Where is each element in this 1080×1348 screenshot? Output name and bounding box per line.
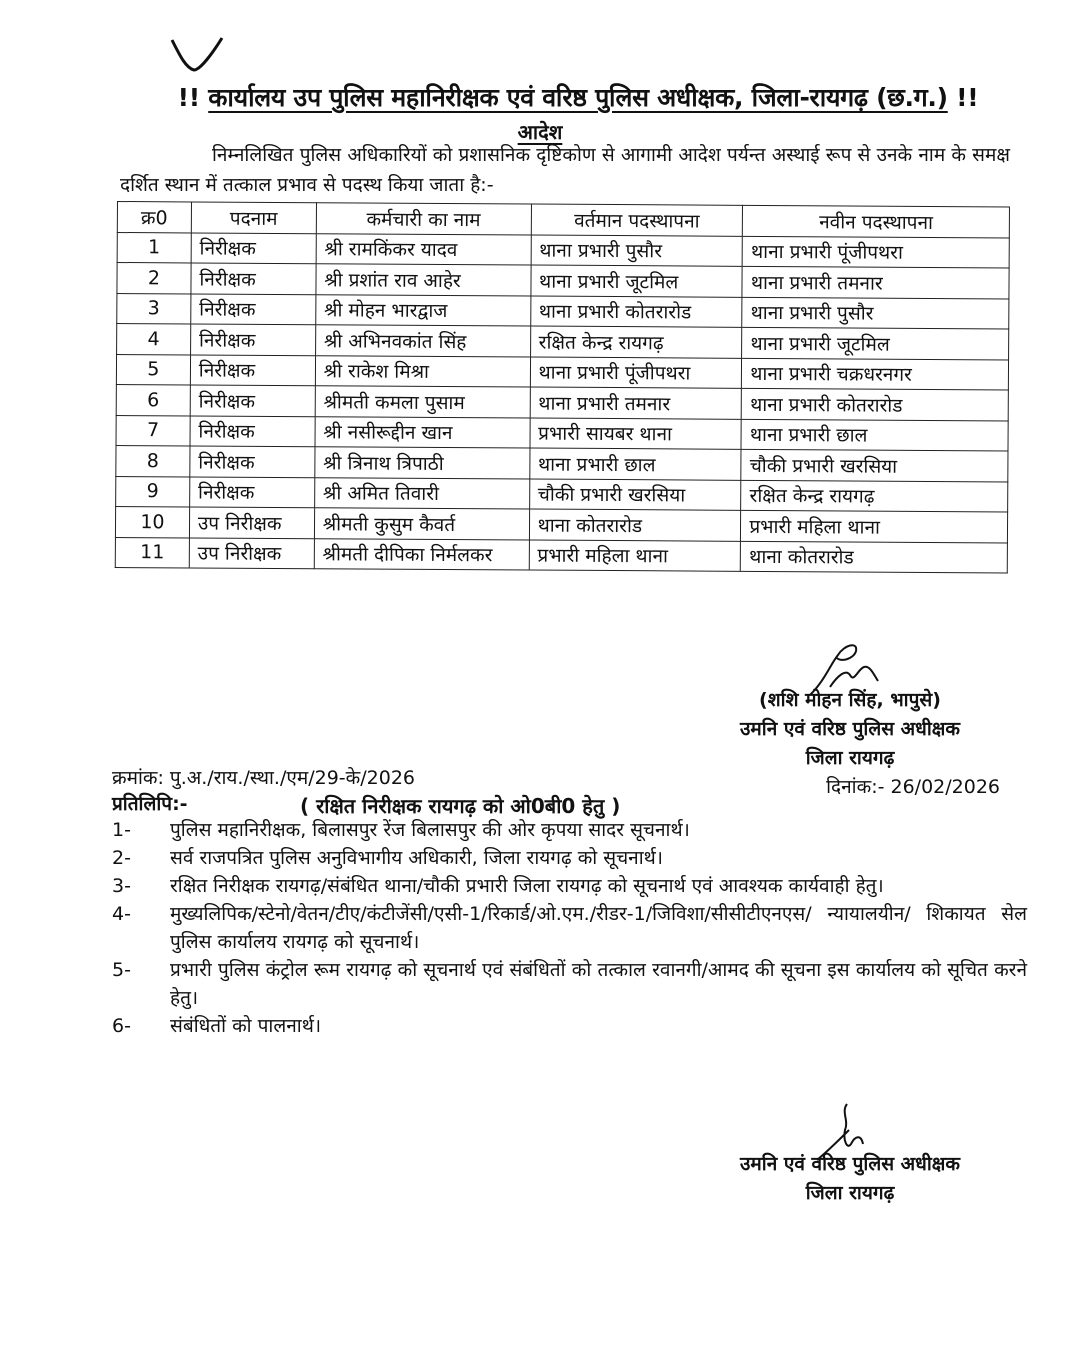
- employee-name-cell: श्रीमती दीपिका निर्मलकर: [314, 538, 529, 570]
- employee-name-cell: श्री प्रशांत राव आहेर: [316, 264, 531, 296]
- header-designation: पदनाम: [191, 202, 316, 233]
- footer-district: जिला रायगढ़: [805, 1182, 895, 1204]
- tick-mark-icon: [168, 36, 228, 76]
- header-current-posting: वर्तमान पदस्थापना: [531, 204, 743, 236]
- office-title: [148, 80, 1008, 114]
- copy-list-item: [112, 872, 1027, 900]
- copy-list-item: [112, 844, 1027, 872]
- posting-table: [115, 201, 1010, 573]
- copy-item-text: पुलिस महानिरीक्षक, बिलासपुर रेंज बिलासपुर की ओर कृपया सादर सूचनार्थ।: [170, 819, 690, 841]
- employee-name-cell: श्रीमती कुसुम कैवर्त: [314, 508, 529, 540]
- copy-list-item: [112, 1012, 1027, 1040]
- header-new-posting: नवीन पदस्थापना: [743, 205, 1010, 237]
- copy-item-text: संबंधितों को पालनार्थ।: [170, 1015, 322, 1037]
- current-posting-cell: थाना प्रभारी छाल: [529, 448, 741, 480]
- employee-name-cell: श्री रामकिंकर यादव: [316, 233, 531, 265]
- designation-cell: निरीक्षक: [191, 293, 316, 324]
- copy-item-text: रक्षित निरीक्षक रायगढ़/संबंधित थाना/चौकी प्रभारी जिला रायगढ़ को सूचनार्थ एवं आवश्यक कार्यवाही हेतु।: [170, 875, 884, 897]
- designation-cell: निरीक्षक: [190, 446, 315, 477]
- employee-name-cell: श्री अभिनवकांत सिंह: [315, 325, 530, 357]
- reference-number: क्रमांक: पु.अ./राय./स्था./एम/29-के/2026: [112, 767, 416, 789]
- intro-text: निम्नलिखित पुलिस अधिकारियों को प्रशासनिक दृष्टिकोण से आगामी आदेश पर्यन्त अस्थाई रूप से उनके नाम के समक्ष दर्शित स्थान में तत्काल प्रभाव से पदस्थ किया जाता है:-: [120, 144, 1010, 196]
- copy-label: प्रतिलिपि:-: [112, 793, 188, 815]
- employee-name-cell: श्री मोहन भारद्वाज: [315, 294, 530, 326]
- designation-cell: निरीक्षक: [190, 415, 315, 446]
- new-posting-cell: थाना कोतरारोड: [741, 541, 1008, 573]
- employee-name-cell: श्रीमती कमला पुसाम: [315, 386, 530, 418]
- serial-cell: 10: [115, 506, 189, 537]
- table-row: [115, 537, 1007, 573]
- serial-cell: 2: [117, 263, 191, 294]
- designation-cell: निरीक्षक: [190, 354, 315, 385]
- employee-name-cell: श्री अमित तिवारी: [314, 477, 529, 509]
- designation-cell: निरीक्षक: [189, 476, 314, 507]
- designation-cell: निरीक्षक: [191, 232, 316, 263]
- signatory-designation: उमनि एवं वरिष्ठ पुलिस अधीक्षक: [740, 718, 960, 740]
- header-employee-name: कर्मचारी का नाम: [316, 203, 531, 235]
- copy-item-number: 4-: [112, 903, 131, 925]
- serial-cell: 11: [115, 537, 189, 568]
- copy-item-number: 1-: [112, 819, 131, 841]
- designation-cell: निरीक्षक: [191, 263, 316, 294]
- designation-cell: निरीक्षक: [190, 385, 315, 416]
- employee-name-cell: श्री राकेश मिश्रा: [315, 355, 530, 387]
- designation-cell: निरीक्षक: [190, 324, 315, 355]
- copy-list: [112, 816, 1027, 1040]
- current-posting-cell: प्रभारी सायबर थाना: [530, 418, 742, 450]
- copy-item-text: प्रभारी पुलिस कंट्रोल रूम रायगढ़ को सूचनार्थ एवं संबंधितों को तत्काल रवानगी/आमद की सूचना इस कार्यालय को सूचित करने हेतु।: [170, 959, 1027, 1009]
- serial-cell: 9: [116, 476, 190, 507]
- serial-cell: 5: [116, 354, 190, 385]
- new-posting-cell: थाना प्रभारी छाल: [741, 419, 1008, 451]
- copy-item-number: 5-: [112, 959, 131, 981]
- new-posting-cell: थाना प्रभारी चक्रधरनगर: [742, 358, 1009, 390]
- serial-cell: 6: [116, 384, 190, 415]
- copy-list-item: [112, 900, 1027, 956]
- serial-cell: 7: [116, 415, 190, 446]
- title-suffix: !!: [956, 83, 979, 112]
- copy-item-text: सर्व राजपत्रित पुलिस अनुविभागीय अधिकारी, जिला रायगढ़ को सूचनार्थ।: [170, 847, 663, 869]
- current-posting-cell: थाना प्रभारी पुसौर: [531, 235, 743, 267]
- new-posting-cell: थाना प्रभारी पूंजीपथरा: [742, 236, 1009, 268]
- order-heading: आदेश: [517, 120, 563, 144]
- footer-designation: उमनि एवं वरिष्ठ पुलिस अधीक्षक: [740, 1153, 960, 1175]
- new-posting-cell: चौकी प्रभारी खरसिया: [741, 449, 1008, 481]
- copy-note: ( रक्षित निरीक्षक रायगढ़ को ओ0बी0 हेतु ): [300, 794, 621, 818]
- current-posting-cell: थाना प्रभारी तमनार: [530, 387, 742, 419]
- new-posting-cell: थाना प्रभारी कोतरारोड: [742, 388, 1009, 420]
- copy-item-text: मुख्यलिपिक/स्टेनो/वेतन/टीए/कंटीजेंसी/एसी-1/रिकार्ड/ओ.एम./रीडर-1/जिविशा/सीसीटीएनएस/ न्यायालयीन/ शिकायत सेल पुलिस कार्यालय रायगढ़ को सूचनार्थ।: [170, 903, 1027, 953]
- footer-signatory-block: [700, 1150, 1000, 1208]
- new-posting-cell: रक्षित केन्द्र रायगढ़: [741, 480, 1008, 512]
- new-posting-cell: थाना प्रभारी पुसौर: [742, 297, 1009, 329]
- copy-item-number: 3-: [112, 875, 131, 897]
- office-name: कार्यालय उप पुलिस महानिरीक्षक एवं वरिष्ठ पुलिस अधीक्षक, जिला-रायगढ़ (छ.ग.): [208, 83, 948, 112]
- current-posting-cell: थाना प्रभारी कोतरारोड: [530, 296, 742, 328]
- current-posting-cell: थाना कोतरारोड: [529, 509, 741, 541]
- serial-cell: 1: [117, 232, 191, 263]
- header-serial: क्र0: [117, 202, 191, 233]
- intro-paragraph: [120, 140, 1010, 200]
- current-posting-cell: रक्षित केन्द्र रायगढ़: [530, 326, 742, 358]
- copy-list-item: [112, 816, 1027, 844]
- signatory-block: [700, 686, 1000, 802]
- signatory-name: (शशि मोहन सिंह, भापुसे): [759, 689, 941, 711]
- copy-list-item: [112, 956, 1027, 1012]
- current-posting-cell: थाना प्रभारी पूंजीपथरा: [530, 357, 742, 389]
- serial-cell: 8: [116, 445, 190, 476]
- employee-name-cell: श्री नसीरूद्दीन खान: [315, 416, 530, 448]
- current-posting-cell: चौकी प्रभारी खरसिया: [529, 479, 741, 511]
- title-prefix: !!: [177, 83, 200, 112]
- employee-name-cell: श्री त्रिनाथ त्रिपाठी: [315, 447, 530, 479]
- designation-cell: उप निरीक्षक: [189, 507, 314, 538]
- new-posting-cell: प्रभारी महिला थाना: [741, 510, 1008, 542]
- current-posting-cell: थाना प्रभारी जूटमिल: [531, 265, 743, 297]
- designation-cell: उप निरीक्षक: [189, 537, 314, 568]
- copy-item-number: 6-: [112, 1015, 131, 1037]
- new-posting-cell: थाना प्रभारी तमनार: [742, 266, 1009, 298]
- current-posting-cell: प्रभारी महिला थाना: [529, 540, 741, 572]
- serial-cell: 3: [117, 293, 191, 324]
- order-date: दिनांक:- 26/02/2026: [826, 776, 1000, 798]
- copy-item-number: 2-: [112, 847, 131, 869]
- new-posting-cell: थाना प्रभारी जूटमिल: [742, 327, 1009, 359]
- signatory-district: जिला रायगढ़: [805, 747, 895, 769]
- serial-cell: 4: [117, 324, 191, 355]
